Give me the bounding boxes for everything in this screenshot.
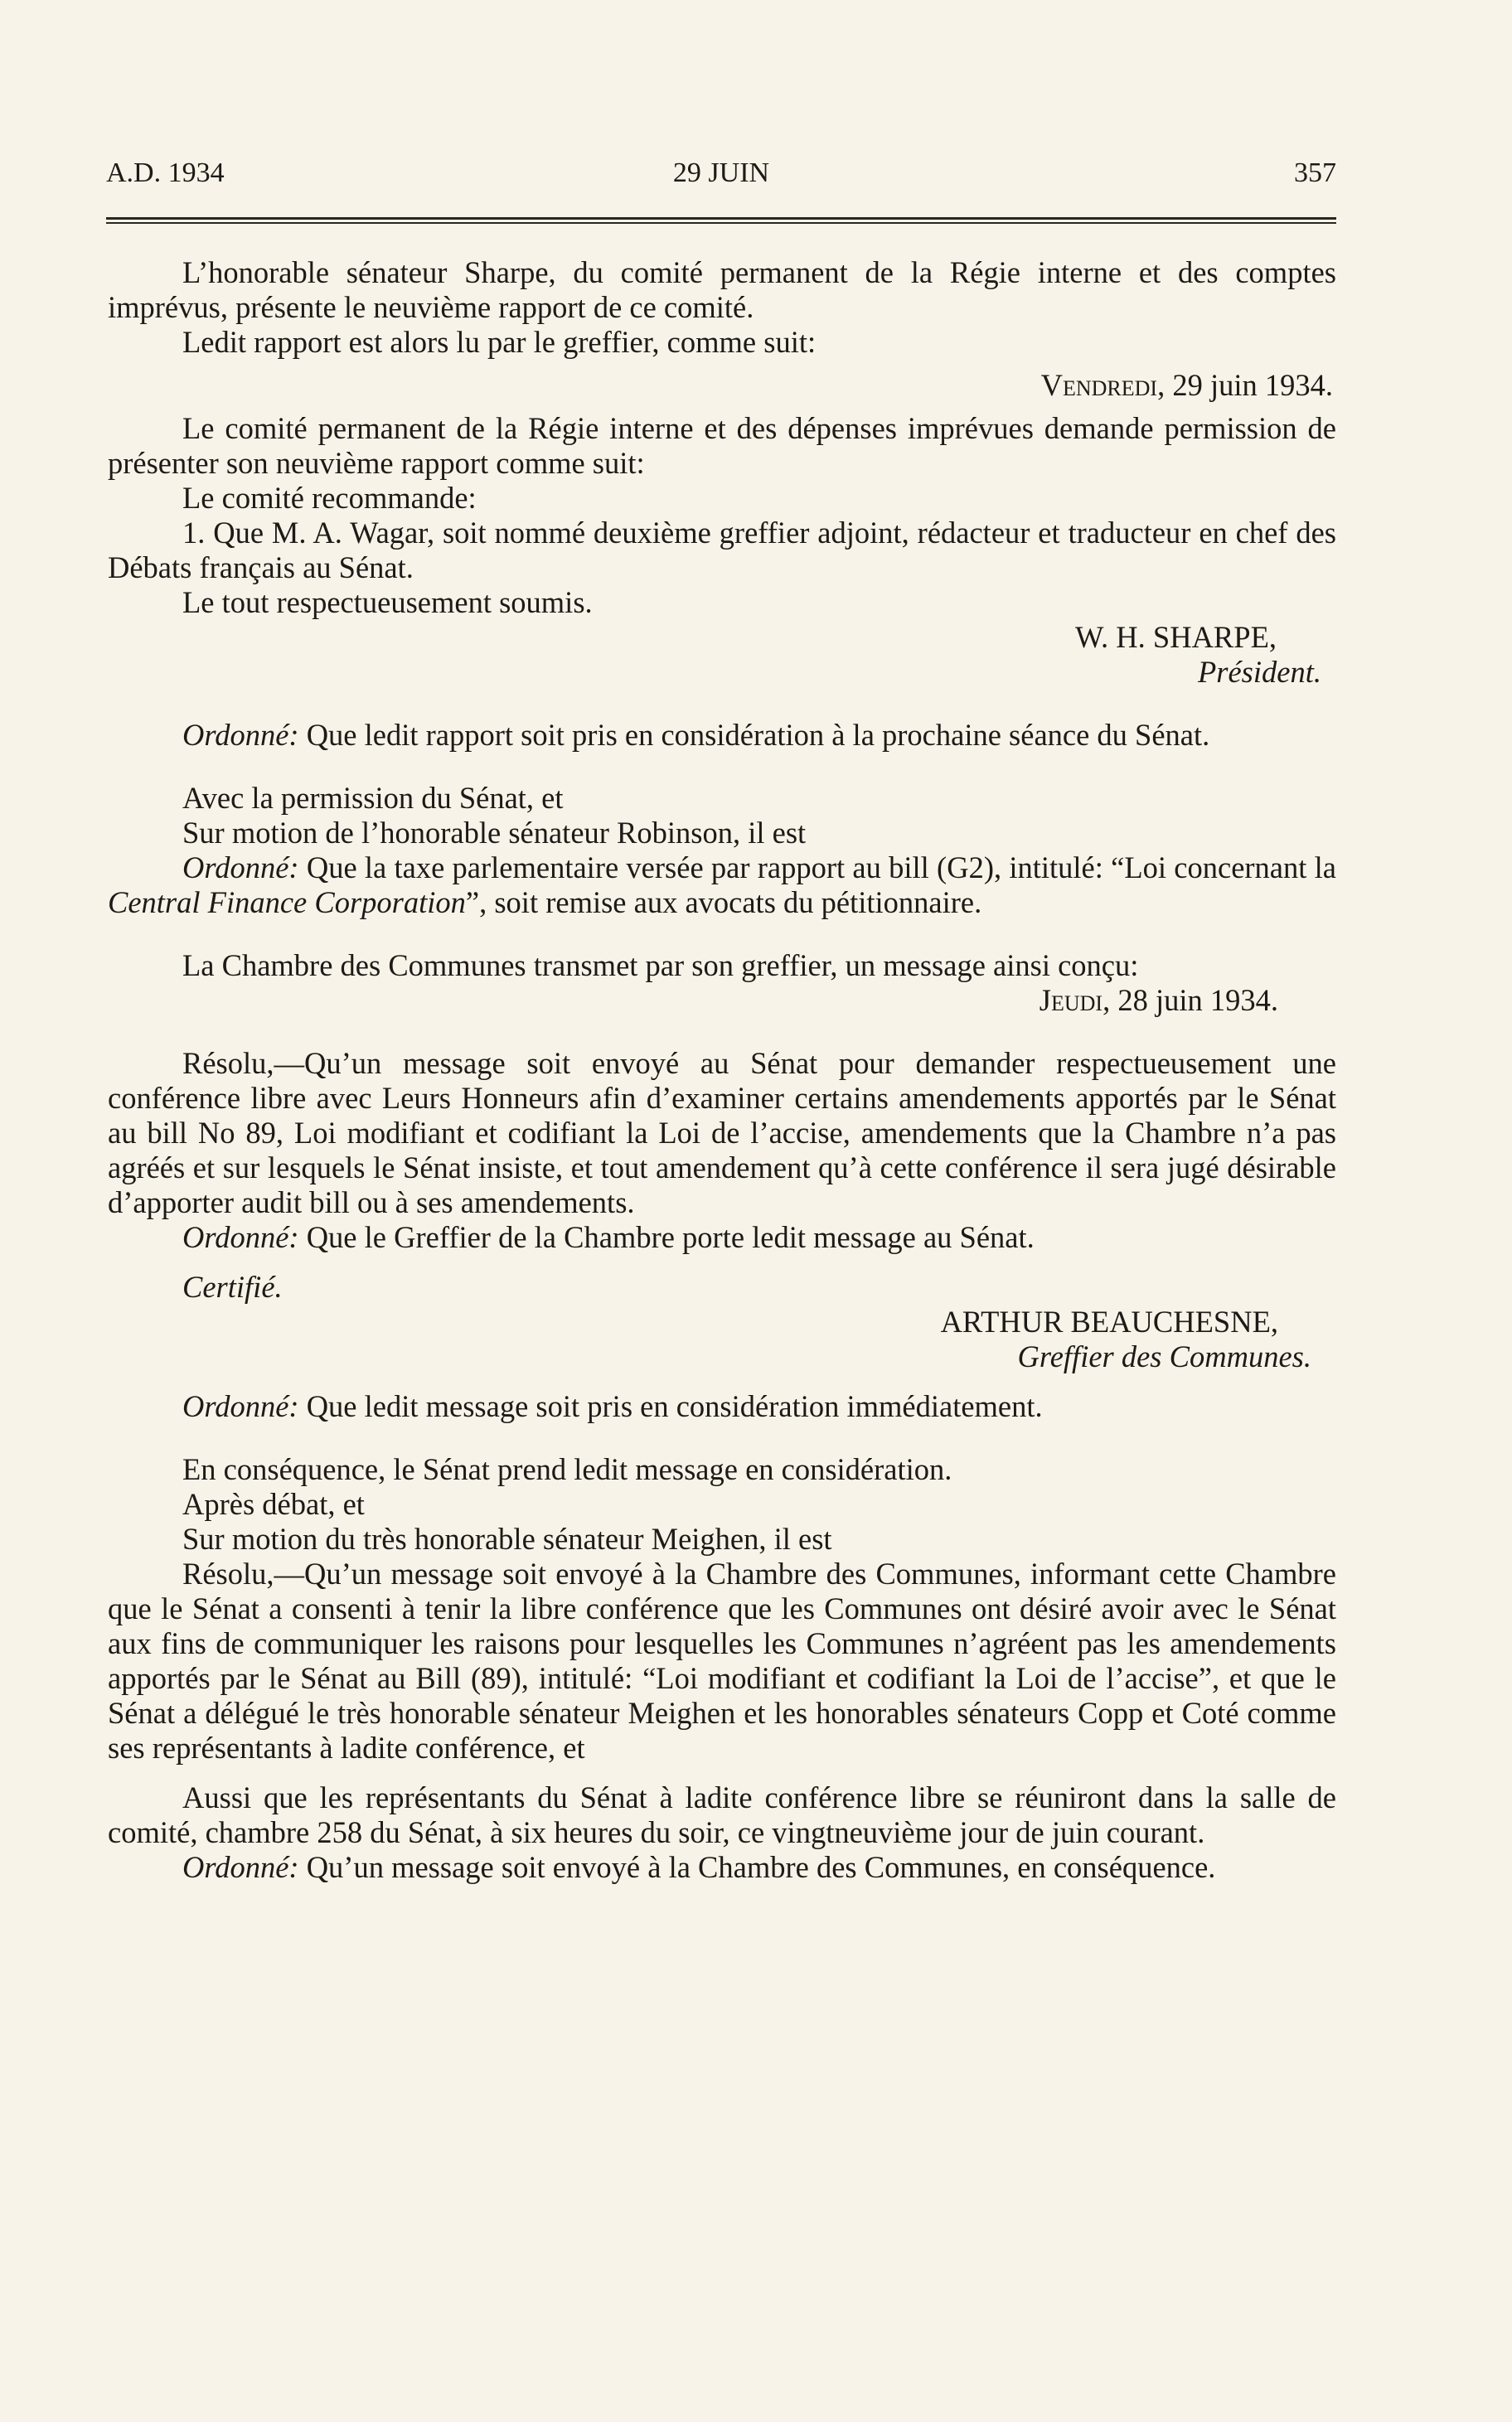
order-paragraph xyxy=(108,850,1336,920)
order-paragraph xyxy=(108,1389,1336,1424)
message-date xyxy=(108,983,1336,1018)
page-number: 357 xyxy=(1294,157,1336,188)
signature-title-text: Président. xyxy=(1197,655,1321,689)
document-body xyxy=(108,255,1336,1885)
resolution-paragraph: Résolu,—Qu’un message soit envoyé à la Chambre des Communes, informant cette Chambre que le Sénat a consenti à tenir la libre conférence que les Communes ont désiré avoir avec le Sénat aux fins de communiquer les raisons pour lesquelles les Communes n’agréent pas les amendements apportés par le Sénat au Bill (89), intitulé: “Loi modifiant et codifiant la Loi de l’accise”, et que le Sénat a délégué le très honorable sénateur Meighen et les honorables sénateurs Copp et Coté comme ses représentants à ladite conférence, et xyxy=(108,1557,1336,1765)
paragraph: Le tout respectueusement soumis. xyxy=(182,585,593,619)
certified-note xyxy=(108,1270,1336,1305)
order-text-end: ”, soit remise aux avocats du pétitionnaire. xyxy=(465,885,982,919)
header-rule xyxy=(106,217,1336,224)
report-date xyxy=(108,368,1336,403)
order-paragraph xyxy=(108,1850,1336,1885)
order-label: Ordonné: xyxy=(182,1389,299,1423)
order-text: Que ledit rapport soit pris en considération à la prochaine séance du Sénat. xyxy=(298,718,1210,752)
paragraph: Avec la permission du Sénat, et xyxy=(182,781,564,815)
paragraph: L’honorable sénateur Sharpe, du comité permanent de la Régie interne et des comptes imprévus, présente le neuvième rapport de ce comité. xyxy=(108,255,1336,324)
weekday: Vendredi, xyxy=(1040,368,1166,402)
date-text: 29 juin 1934. xyxy=(1165,368,1333,402)
order-paragraph xyxy=(108,718,1336,753)
order-label: Ordonné: xyxy=(182,718,299,752)
header-date: 29 JUIN xyxy=(672,157,770,188)
order-text: Qu’un message soit envoyé à la Chambre des Communes, en conséquence. xyxy=(298,1850,1216,1884)
order-text: Que ledit message soit pris en considération immédiatement. xyxy=(298,1389,1043,1423)
paragraph: Sur motion de l’honorable sénateur Robinson, il est xyxy=(182,816,807,850)
header-year: A.D. 1934 xyxy=(106,157,225,188)
paragraph: Le comité permanent de la Régie interne et des dépenses imprévues demande permission de présenter son neuvième rapport comme suit: xyxy=(108,411,1336,480)
paragraph: La Chambre des Communes transmet par son greffier, un message ainsi conçu: xyxy=(182,948,1139,982)
corporation-name: Central Finance Corporation xyxy=(108,885,466,919)
order-label: Ordonné: xyxy=(182,850,299,884)
signature-title xyxy=(108,1339,1336,1374)
order-label: Ordonné: xyxy=(182,1850,299,1884)
paragraph: Après débat, et xyxy=(182,1487,365,1521)
page-header xyxy=(106,157,1336,197)
paragraph: Ledit rapport est alors lu par le greffier, comme suit: xyxy=(182,325,817,359)
date-text: 28 juin 1934. xyxy=(1110,983,1278,1017)
paragraph: Le comité recommande: xyxy=(182,481,477,515)
order-paragraph xyxy=(108,1220,1336,1255)
signature-name: W. H. SHARPE, xyxy=(1074,620,1277,654)
signature-title-text: Greffier des Communes. xyxy=(1017,1339,1311,1373)
certified-text: Certifié. xyxy=(182,1270,283,1304)
paragraph: Aussi que les représentants du Sénat à ladite conférence libre se réuniront dans la salle de comité, chambre 258 du Sénat, à six heures du soir, ce vingtneuvième jour de juin courant. xyxy=(108,1780,1336,1849)
paragraph: En conséquence, le Sénat prend ledit message en considération. xyxy=(182,1452,952,1486)
signature-title xyxy=(108,655,1336,690)
signature-name: ARTHUR BEAUCHESNE, xyxy=(940,1305,1278,1339)
paragraph: 1. Que M. A. Wagar, soit nommé deuxième greffier adjoint, rédacteur et traducteur en chef des Débats français au Sénat. xyxy=(108,516,1336,584)
order-text: Que le Greffier de la Chambre porte ledit message au Sénat. xyxy=(298,1220,1035,1254)
weekday: Jeudi, xyxy=(1039,983,1111,1017)
order-label: Ordonné: xyxy=(182,1220,299,1254)
order-text: Que la taxe parlementaire versée par rapport au bill (G2), intitulé: “Loi concernant la xyxy=(298,850,1336,884)
resolution-paragraph: Résolu,—Qu’un message soit envoyé au Sénat pour demander respectueusement une conférence libre avec Leurs Honneurs afin d’examiner certains amendements apportés par le Sénat au bill No 89, Loi modifiant et codifiant la Loi de l’accise, amendements que la Chambre n’a pas agréés et sur lesquels le Sénat insiste, et tout amendement qu’à cette conférence il sera jugé désirable d’apporter audit bill ou à ses amendements. xyxy=(108,1046,1336,1219)
paragraph: Sur motion du très honorable sénateur Meighen, il est xyxy=(182,1522,832,1556)
